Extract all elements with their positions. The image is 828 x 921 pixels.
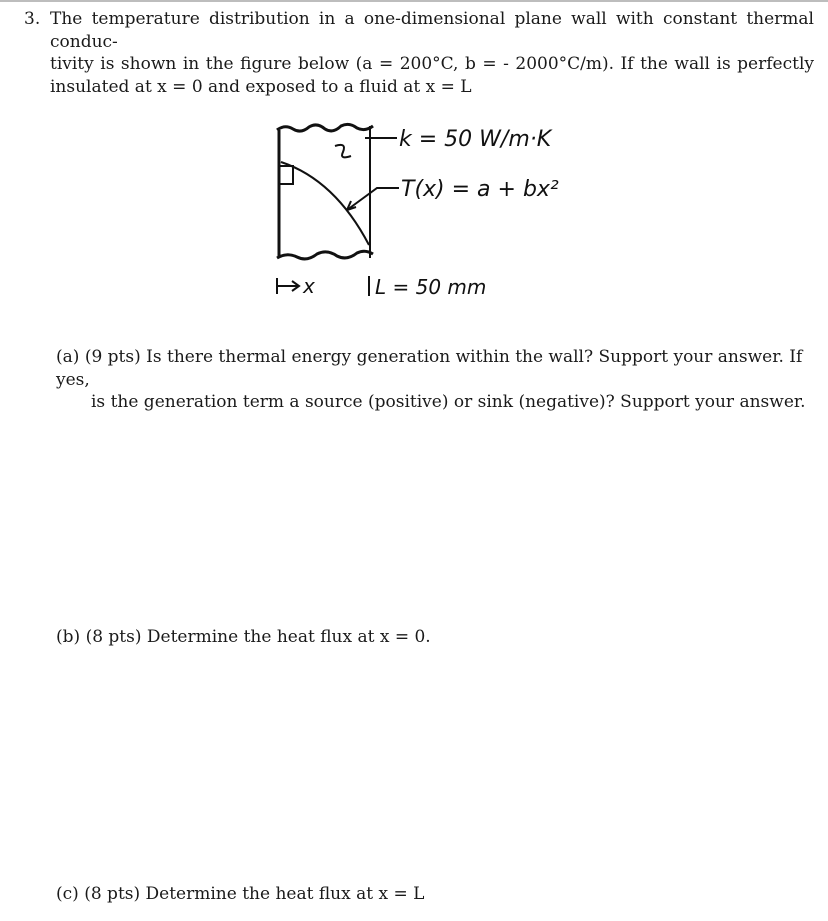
problem-line-1: The temperature distribution in a one-dimensional plane wall with constant thermal conduc- bbox=[50, 9, 814, 52]
conductivity-label: k = 50 W/m·K bbox=[399, 127, 552, 152]
problem-3 bbox=[24, 8, 814, 98]
problem-line-3: insulated at x = 0 and exposed to a fluid at x = L bbox=[50, 76, 472, 97]
insulation-marker bbox=[279, 166, 293, 184]
part-c bbox=[56, 883, 816, 906]
part-b-label: (b) bbox=[56, 627, 81, 647]
x-axis-label: x bbox=[303, 274, 315, 298]
part-c-label: (c) bbox=[56, 884, 79, 904]
wall-thickness-label: L = 50 mm bbox=[375, 275, 487, 299]
wall-figure bbox=[265, 110, 565, 310]
part-a-line-2: is the generation term a source (positive) or sink (negative)? Support your answer. bbox=[91, 392, 806, 412]
wall-diagram bbox=[265, 110, 565, 310]
x-axis-arrow bbox=[277, 281, 299, 291]
part-a-label: (a) bbox=[56, 347, 80, 367]
temperature-function-label: T(x) = a + bx² bbox=[401, 177, 559, 202]
part-c-text: (8 pts) Determine the heat flux at x = L bbox=[84, 884, 425, 904]
part-b-text: (8 pts) Determine the heat flux at x = 0. bbox=[85, 627, 431, 647]
part-b bbox=[56, 626, 816, 649]
squiggle-mark bbox=[335, 145, 351, 157]
part-a bbox=[56, 346, 816, 414]
wall-bottom-wavy-edge bbox=[277, 251, 373, 259]
part-a-line-1: (9 pts) Is there thermal energy generation within the wall? Support your answer. If yes, bbox=[56, 347, 803, 390]
wall-top-wavy-edge bbox=[277, 124, 373, 131]
problem-line-2: tivity is shown in the figure below (a = 200°C, b = - 2000°C/m). If the wall is perfectly bbox=[50, 54, 814, 74]
problem-number: 3. bbox=[24, 9, 41, 29]
top-rule bbox=[0, 0, 828, 2]
